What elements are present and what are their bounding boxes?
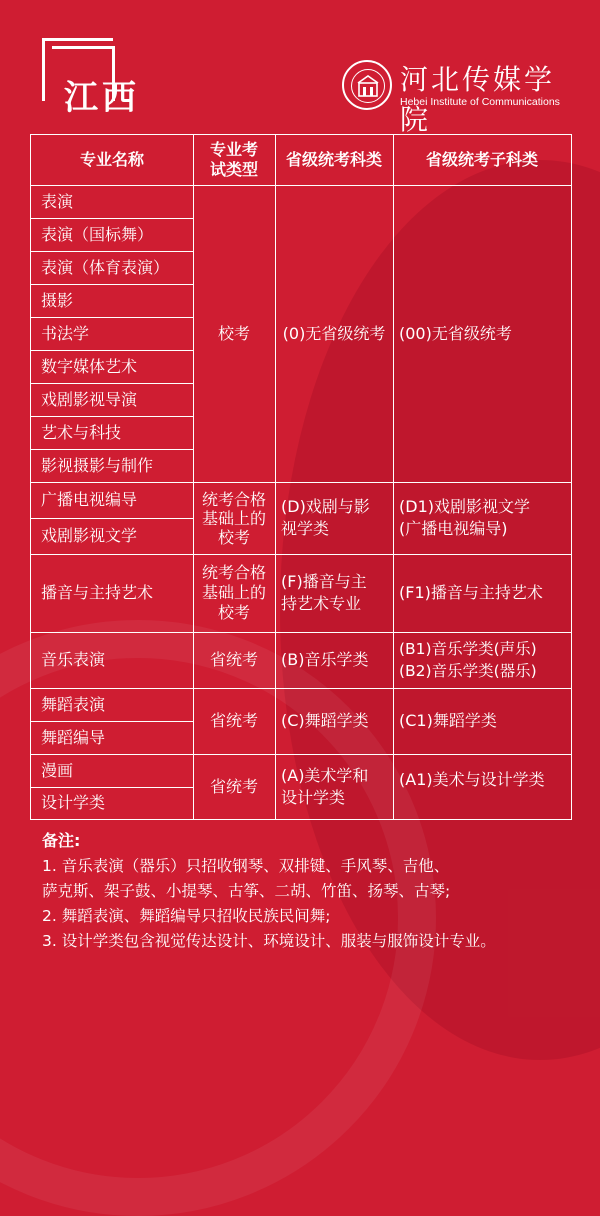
row-divider xyxy=(31,632,571,633)
major-cell: 影视摄影与制作 xyxy=(41,455,154,475)
major-cell: 表演（体育表演） xyxy=(41,257,170,277)
row-divider xyxy=(31,284,193,285)
subcategory-cell: (A1)美术与设计学类 xyxy=(399,770,545,789)
major-cell: 舞蹈表演 xyxy=(41,694,106,714)
major-cell: 音乐表演 xyxy=(41,650,106,669)
exam-type-cell: 省统考 xyxy=(209,650,258,669)
row-divider xyxy=(31,383,193,384)
subcategory-cell: (00)无省级统考 xyxy=(399,323,512,343)
exam-type-cell: 统考合格 基础上的 校考 xyxy=(201,489,266,547)
row-divider xyxy=(31,185,571,186)
category-cell: (B)音乐学类 xyxy=(281,650,369,669)
row-divider xyxy=(31,218,193,219)
note-item: 3. 设计学类包含视觉传达设计、环境设计、服装与服饰设计专业。 xyxy=(42,932,496,950)
exam-type-cell: 统考合格 基础上的 校考 xyxy=(201,563,266,622)
row-divider xyxy=(31,482,571,483)
major-cell: 摄影 xyxy=(41,290,74,310)
admission-table xyxy=(30,134,572,820)
major-cell: 播音与主持艺术 xyxy=(41,583,154,602)
header-subcategory: 省级统考子科类 xyxy=(425,150,538,169)
major-cell: 艺术与科技 xyxy=(41,422,122,442)
major-cell: 表演（国标舞） xyxy=(41,224,154,244)
major-cell: 舞蹈编导 xyxy=(41,727,106,747)
header-exam-type: 专业考 试类型 xyxy=(209,140,258,179)
row-divider xyxy=(31,449,193,450)
school-name-en: Hebei Institute of Communications xyxy=(400,96,560,108)
major-cell: 数字媒体艺术 xyxy=(41,356,138,376)
major-cell: 漫画 xyxy=(41,760,74,780)
category-cell: (F)播音与主 持艺术专业 xyxy=(281,572,367,613)
row-divider xyxy=(31,350,193,351)
col-divider xyxy=(275,135,276,819)
subcategory-cell: (B1)音乐学类(声乐) (B2)音乐学类(器乐) xyxy=(399,640,537,680)
exam-type-cell: 校考 xyxy=(217,323,250,343)
major-cell: 广播电视编导 xyxy=(41,490,138,509)
row-divider xyxy=(31,554,571,555)
note-item: 1. 音乐表演（器乐）只招收钢琴、双排键、手风琴、吉他、 萨克斯、架子鼓、小提琴、古筝、二胡、竹笛、扬琴、古琴; xyxy=(42,857,451,900)
row-divider xyxy=(31,518,193,519)
header-category: 省级统考科类 xyxy=(285,150,382,169)
category-cell: (D)戏剧与影 视学类 xyxy=(281,497,370,538)
school-seal-icon xyxy=(342,60,392,110)
category-cell: (C)舞蹈学类 xyxy=(281,711,369,730)
school-logo xyxy=(342,58,582,136)
notes-title: 备注: xyxy=(42,831,81,850)
row-divider xyxy=(31,317,193,318)
row-divider xyxy=(31,416,193,417)
row-divider xyxy=(31,754,571,755)
notes-section xyxy=(42,828,582,954)
province-badge xyxy=(28,38,156,118)
category-cell: (A)美术学和 设计学类 xyxy=(281,765,369,807)
col-divider xyxy=(193,135,194,819)
major-cell: 设计学类 xyxy=(41,793,106,812)
subcategory-cell: (C1)舞蹈学类 xyxy=(399,711,497,730)
header-major: 专业名称 xyxy=(79,150,144,169)
col-divider xyxy=(393,135,394,819)
major-cell: 戏剧影视文学 xyxy=(41,526,138,545)
row-divider xyxy=(31,721,193,722)
province-name: 江西 xyxy=(64,78,140,118)
note-item: 2. 舞蹈表演、舞蹈编导只招收民族民间舞; xyxy=(42,907,331,925)
category-cell: (0)无省级统考 xyxy=(282,323,386,343)
major-cell: 戏剧影视导演 xyxy=(41,389,138,409)
row-divider xyxy=(31,787,193,788)
subcategory-cell: (F1)播音与主持艺术 xyxy=(399,583,543,602)
major-cell: 书法学 xyxy=(41,323,90,343)
row-divider xyxy=(31,251,193,252)
subcategory-cell: (D1)戏剧影视文学 (广播电视编导) xyxy=(399,497,530,538)
row-divider xyxy=(31,688,571,689)
school-name-cn: 河北传媒学院 xyxy=(400,63,556,136)
exam-type-cell: 省统考 xyxy=(209,711,258,730)
exam-type-cell: 省统考 xyxy=(209,776,258,796)
major-cell: 表演 xyxy=(41,191,74,211)
